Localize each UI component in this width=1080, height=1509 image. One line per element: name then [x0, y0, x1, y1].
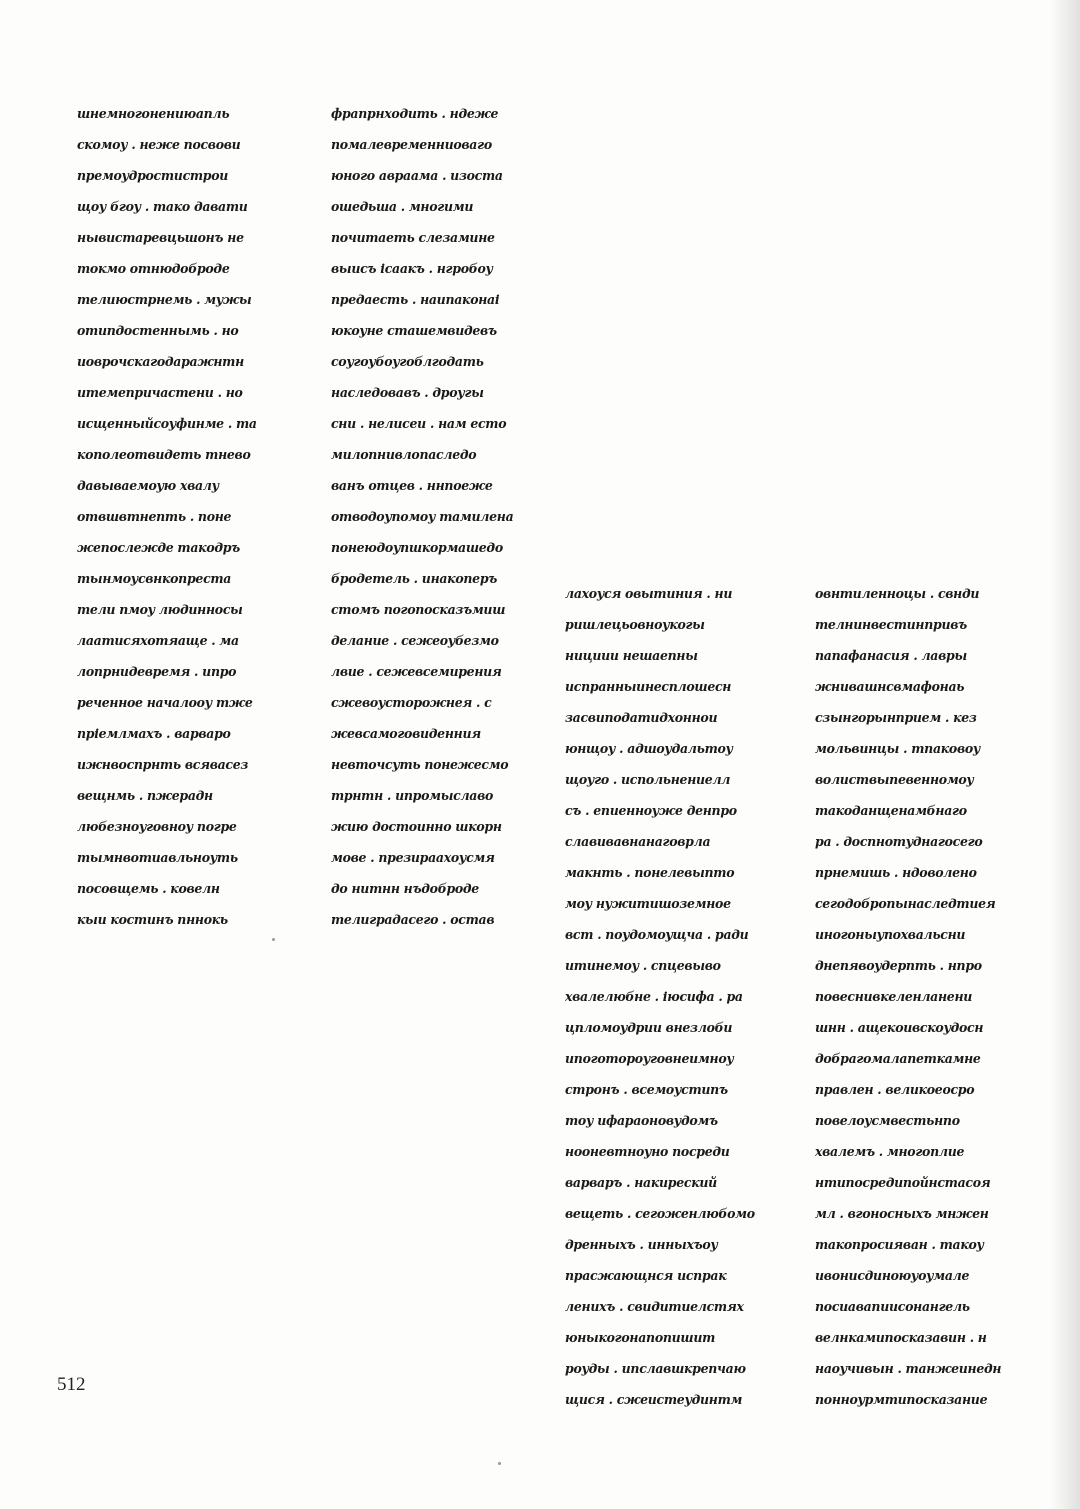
paper-speck — [272, 938, 275, 941]
manuscript-line: щоу бгоу . тако давати — [77, 198, 248, 215]
manuscript-line: отвшвтнепть . поне — [77, 508, 232, 525]
manuscript-line: такоданщенамбнаго — [815, 802, 967, 819]
manuscript-line: сни . нелисеи . нам есто — [331, 415, 507, 432]
manuscript-line: жию достоинно шкорн — [331, 818, 502, 835]
manuscript-line: лахоуся овытиния . ни — [565, 585, 733, 602]
manuscript-line: папафанасия . лавры — [815, 647, 967, 664]
manuscript-line: цпломоудрии внезлоби — [565, 1019, 733, 1036]
manuscript-line: мл . вгоносныхъ мнжен — [815, 1205, 989, 1222]
manuscript-line: посиавапиисонангель — [815, 1298, 970, 1315]
manuscript-line: отводоупомоу тамилена — [331, 508, 514, 525]
manuscript-line: стомъ погопосказъмиш — [331, 601, 506, 618]
manuscript-line: тоу ифараоновудомъ — [565, 1112, 718, 1129]
manuscript-line: юнщоу . адшоудальтоу — [565, 740, 733, 757]
manuscript-line: повеснивкеленланени — [815, 988, 973, 1005]
manuscript-line: телиюстрнемь . мужы — [77, 291, 252, 308]
manuscript-line: хвалелюбне . іюсифа . ра — [565, 988, 743, 1005]
manuscript-line: телиградасего . остав — [331, 911, 495, 928]
manuscript-line: почитаеть слезамине — [331, 229, 495, 246]
manuscript-line: вещнмь . пжерадн — [77, 787, 213, 804]
text-column-1 — [77, 98, 282, 935]
manuscript-line: щися . сжеистеудинтм — [565, 1391, 743, 1408]
manuscript-line: кополеотвидеть тнево — [77, 446, 251, 463]
manuscript-line: добрагомалапеткамне — [815, 1050, 981, 1067]
manuscript-line: прнемишь . ндоволено — [815, 864, 977, 881]
manuscript-line: прасжающнся испрак — [565, 1267, 727, 1284]
manuscript-line: овнтиленноцы . свнди — [815, 585, 980, 602]
manuscript-line: щоуго . испольнениелл — [565, 771, 731, 788]
manuscript-line: отипдостеннымь . но — [77, 322, 239, 339]
manuscript-line: шнемногонениюапль — [77, 105, 230, 122]
manuscript-line: такопросияван . такоу — [815, 1236, 984, 1253]
manuscript-line: юного авраама . изоста — [331, 167, 503, 184]
manuscript-line: лаатисяхотяаще . ма — [77, 632, 239, 649]
manuscript-line: премоудростистрои — [77, 167, 229, 184]
manuscript-line: стронъ . всемоустипъ — [565, 1081, 728, 1098]
manuscript-line: кыи костинъ пннокь — [77, 911, 228, 928]
manuscript-line: лвие . сежевсемирения — [331, 663, 502, 680]
manuscript-line: телнинвестинпривъ — [815, 616, 967, 633]
manuscript-line: реченное началооу тже — [77, 694, 253, 711]
manuscript-line: давываемоую хвалу — [77, 477, 219, 494]
manuscript-line: днепявоудерпть . нпро — [815, 957, 982, 974]
manuscript-line: любезноуговноу погре — [77, 818, 237, 835]
manuscript-line: жнивашнсвмафонаь — [815, 678, 965, 695]
manuscript-line: понноурмтипосказание — [815, 1391, 988, 1408]
manuscript-line: ошедьша . многими — [331, 198, 474, 215]
manuscript-line: ленихъ . свидитиелстях — [565, 1298, 744, 1315]
manuscript-line: нооневтноуно посреди — [565, 1143, 730, 1160]
manuscript-line: тынмоусвнкопреста — [77, 570, 232, 587]
manuscript-line: милопнивлопаследо — [331, 446, 477, 463]
manuscript-line: макнть . понелевыпто — [565, 864, 735, 881]
manuscript-line: посовщемь . ковелн — [77, 880, 220, 897]
page-gutter-shadow — [1050, 0, 1080, 1509]
manuscript-line: волиствыпевенномоу — [815, 771, 974, 788]
manuscript-line: ипоготороуговнеимноу — [565, 1050, 734, 1067]
manuscript-line: роуды . ипславшкрепчаю — [565, 1360, 746, 1377]
manuscript-line: понеюдоупшкормашедо — [331, 539, 503, 556]
text-column-2 — [331, 98, 536, 935]
manuscript-line: трнтн . ипромыславо — [331, 787, 494, 804]
manuscript-line: юныкогонапопишит — [565, 1329, 716, 1346]
manuscript-line: мове . презираахоусмя — [331, 849, 495, 866]
manuscript-line: выисъ ісаакъ . нгробоу — [331, 260, 493, 277]
manuscript-line: итемепричастени . но — [77, 384, 243, 401]
manuscript-line: съ . епиенноуже денпро — [565, 802, 737, 819]
manuscript-line: испранныинесплошесн — [565, 678, 732, 695]
manuscript-line: иногоныупохвальсни — [815, 926, 966, 943]
manuscript-line: ижнвоспрнть всявасез — [77, 756, 249, 773]
manuscript-line: исщенныйсоуфинме . та — [77, 415, 257, 432]
manuscript-line: мольвинцы . тпаковоу — [815, 740, 981, 757]
manuscript-line: шнн . ащекоивскоудосн — [815, 1019, 984, 1036]
manuscript-line: нывистаревцьшонъ не — [77, 229, 244, 246]
manuscript-line: жевсамоговиденния — [331, 725, 481, 742]
manuscript-line: иоврочскагодаражнтн — [77, 353, 244, 370]
text-column-3 — [565, 578, 770, 1415]
manuscript-line: тели пмоу людинносы — [77, 601, 243, 618]
manuscript-line: делание . сежеоубезмо — [331, 632, 499, 649]
paper-speck — [498, 1462, 501, 1465]
manuscript-line: предаесть . наипаконаі — [331, 291, 500, 308]
manuscript-line: ванъ отцев . ннпоеже — [331, 477, 493, 494]
manuscript-line: моу нужитишоземное — [565, 895, 731, 912]
manuscript-line: дренныхъ . инныхъоу — [565, 1236, 718, 1253]
manuscript-line: засвиподатидхоннои — [565, 709, 718, 726]
manuscript-line: ришлецьовноукогы — [565, 616, 705, 633]
manuscript-line: правлен . великоеосро — [815, 1081, 975, 1098]
manuscript-line: велнкамипосказавин . н — [815, 1329, 987, 1346]
manuscript-line: жепослежде такодръ — [77, 539, 240, 556]
manuscript-line: повелоусмвестьнпо — [815, 1112, 960, 1129]
manuscript-line: хвалемъ . многоплие — [815, 1143, 965, 1160]
manuscript-line: нтипосредипойнстасоя — [815, 1174, 991, 1191]
manuscript-line: вст . поудомоущча . ради — [565, 926, 749, 943]
manuscript-line: тымнвотиавльноуть — [77, 849, 238, 866]
manuscript-line: юкоуне сташемвидевъ — [331, 322, 497, 339]
manuscript-line: вещеть . сегоженлюбомо — [565, 1205, 755, 1222]
manuscript-line: скомоу . неже посвови — [77, 136, 241, 153]
manuscript-line: сзынгорынприем . кез — [815, 709, 977, 726]
manuscript-line: славивавнанаговрла — [565, 833, 711, 850]
manuscript-line: соугоубоугоблгодать — [331, 353, 484, 370]
manuscript-line: ра . доспнотуднагосего — [815, 833, 983, 850]
manuscript-line: токмо отнюдоброде — [77, 260, 230, 277]
manuscript-line: сжевоусторожнея . с — [331, 694, 492, 711]
manuscript-line: помалевременниоваго — [331, 136, 492, 153]
manuscript-line: до нитнн нъдоброде — [331, 880, 479, 897]
manuscript-line: фрапрнходить . ндеже — [331, 105, 499, 122]
manuscript-line: невточсуть понежесмо — [331, 756, 509, 773]
manuscript-line: ивонисдиноюуоумале — [815, 1267, 970, 1284]
manuscript-line: пріемлмахъ . варваро — [77, 725, 231, 742]
manuscript-line: сегодобропынаследтиея — [815, 895, 996, 912]
manuscript-line: бродетель . инакоперъ — [331, 570, 498, 587]
manuscript-line: нициии нешаепны — [565, 647, 698, 664]
manuscript-line: наоучивын . танжеинедн — [815, 1360, 1002, 1377]
text-column-4 — [815, 578, 1020, 1415]
manuscript-line: лопрнидевремя . ипро — [77, 663, 237, 680]
manuscript-line: итинемоу . спцевыво — [565, 957, 721, 974]
manuscript-line: варваръ . накиреский — [565, 1174, 717, 1191]
page-number: 512 — [57, 1374, 86, 1395]
manuscript-line: наследовавъ . дроугы — [331, 384, 484, 401]
